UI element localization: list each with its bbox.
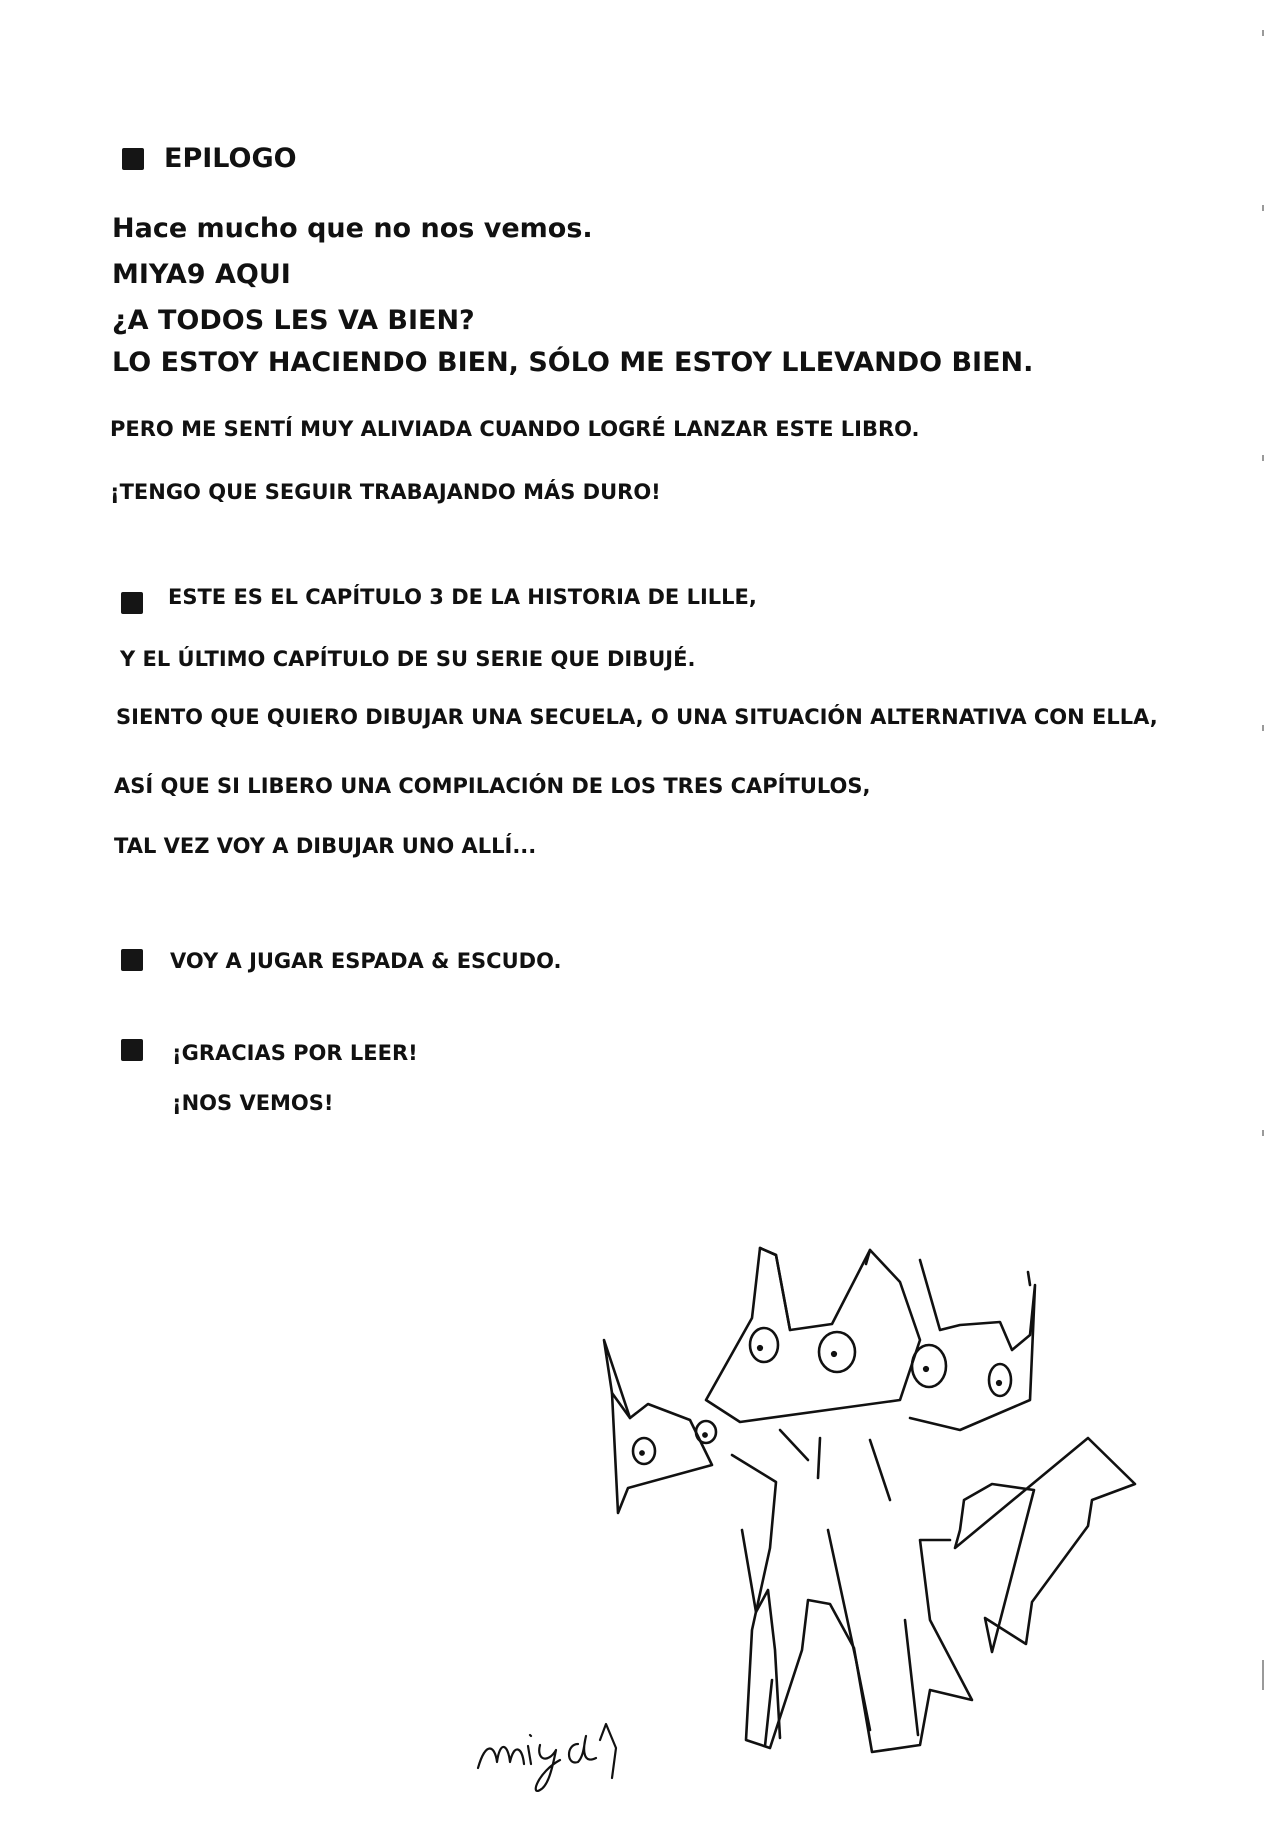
leg-outline [765, 1680, 772, 1746]
body-line [780, 1430, 808, 1460]
signature-image [478, 1724, 616, 1791]
intro-line: MIYA9 AQUI [112, 259, 291, 290]
leg-outline [905, 1620, 918, 1735]
right-head-eye [912, 1345, 946, 1387]
intro-line: LO ESTOY HACIENDO BIEN, SÓLO ME ESTOY LLEVANDO BIEN. [112, 347, 1034, 378]
middle-head-eye [819, 1332, 855, 1372]
chapter-line: SIENTO QUE QUIERO DIBUJAR UNA SECUELA, O UNA SITUACIÓN ALTERNATIVA CON ELLA, [116, 705, 1158, 729]
right-head-ear [1028, 1272, 1030, 1285]
chapter-line: ESTE ES EL CAPÍTULO 3 DE LA HISTORIA DE LILLE, [168, 585, 757, 609]
relief-line: ¡TENGO QUE SEGUIR TRABAJANDO MÁS DURO! [110, 480, 661, 504]
body-line [870, 1440, 890, 1500]
right-head-eye [989, 1364, 1011, 1396]
chapter-line: TAL VEZ VOY A DIBUJAR UNO ALLÍ... [114, 834, 537, 858]
middle-head-outline [706, 1248, 920, 1422]
chapter-line: Y EL ÚLTIMO CAPÍTULO DE SU SERIE QUE DIBUJÉ. [120, 647, 696, 671]
left-head-ear [604, 1340, 630, 1418]
intro-line: ¿A TODOS LES VA BIEN? [112, 305, 475, 336]
left-head-eye [696, 1421, 716, 1443]
relief-line: PERO ME SENTÍ MUY ALIVIADA CUANDO LOGRÉ LANZAR ESTE LIBRO. [110, 417, 920, 441]
chapter-line: ASÍ QUE SI LIBERO UNA COMPILACIÓN DE LOS TRES CAPÍTULOS, [114, 774, 871, 798]
game-line: VOY A JUGAR ESPADA & ESCUDO. [170, 949, 562, 973]
middle-head-ear [760, 1248, 790, 1330]
page-title: EPILOGO [164, 143, 297, 174]
tail-outline [955, 1438, 1135, 1652]
closing-line: ¡GRACIAS POR LEER! [172, 1041, 418, 1065]
closing-line: ¡NOS VEMOS! [172, 1091, 334, 1115]
body-line [818, 1438, 820, 1478]
middle-head-eye [750, 1328, 778, 1362]
leg-outline [828, 1530, 870, 1730]
intro-line: Hace mucho que no nos vemos. [112, 213, 593, 244]
